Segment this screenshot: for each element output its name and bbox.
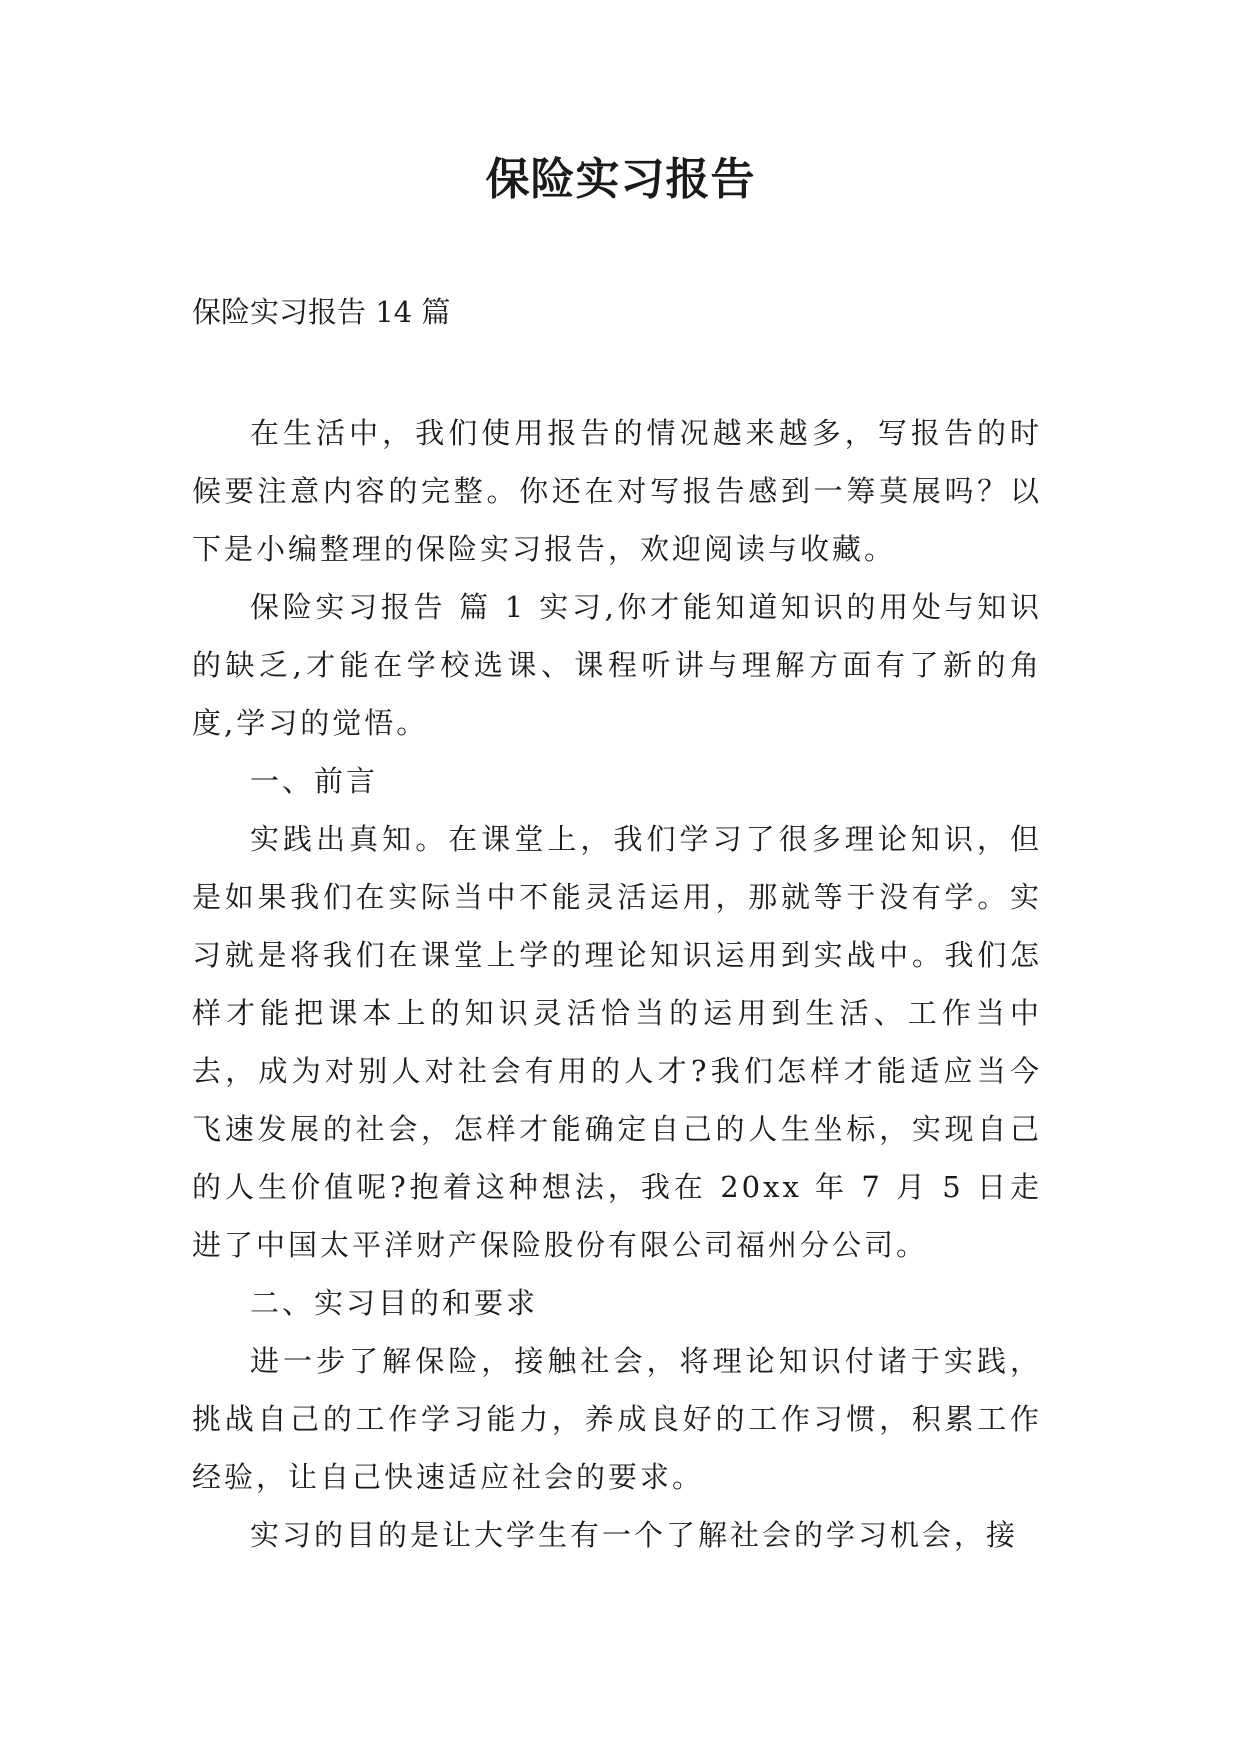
paragraph-goals: 进一步了解保险，接触社会，将理论知识付诸于实践，挑战自己的工作学习能力，养成良好的工作习惯，积累工作经验，让自己快速适应社会的要求。 bbox=[192, 1344, 1042, 1494]
section-heading-preface: 一、前言 bbox=[250, 764, 379, 798]
paragraph-preface: 实践出真知。在课堂上，我们学习了很多理论知识，但是如果我们在实际当中不能灵活运用，那就等于没有学。实习就是将我们在课堂上学的理论知识运用到实战中。我们怎样才能把课本上的知识灵活恰当的运用到生活、工作当中去，成为对别人对社会有用的人才?我们怎样才能适应当今飞速发展的社会，怎样才能确定自己的人生坐标，实现自己的人生价值呢?抱着这种想法，我在 20xx 年 7 月 5 日走进了中国太平洋财产保险股份有限公司福州分公司。 bbox=[192, 822, 1042, 1262]
document-body bbox=[192, 404, 1042, 1564]
paragraph-article-1: 保险实习报告 篇 1 实习,你才能知道知识的用处与知识的缺乏,才能在学校选课、课程听讲与理解方面有了新的角度,学习的觉悟。 bbox=[192, 590, 1042, 740]
document-title: 保险实习报告 bbox=[485, 154, 756, 205]
paragraph-intro: 在生活中，我们使用报告的情况越来越多，写报告的时候要注意内容的完整。你还在对写报告感到一筹莫展吗？以下是小编整理的保险实习报告，欢迎阅读与收藏。 bbox=[192, 416, 1042, 566]
paragraph-purpose: 实习的目的是让大学生有一个了解社会的学习机会，接 bbox=[250, 1518, 1019, 1552]
document-subtitle: 保险实习报告 14 篇 bbox=[192, 295, 451, 329]
section-heading-goals: 二、实习目的和要求 bbox=[250, 1286, 539, 1320]
